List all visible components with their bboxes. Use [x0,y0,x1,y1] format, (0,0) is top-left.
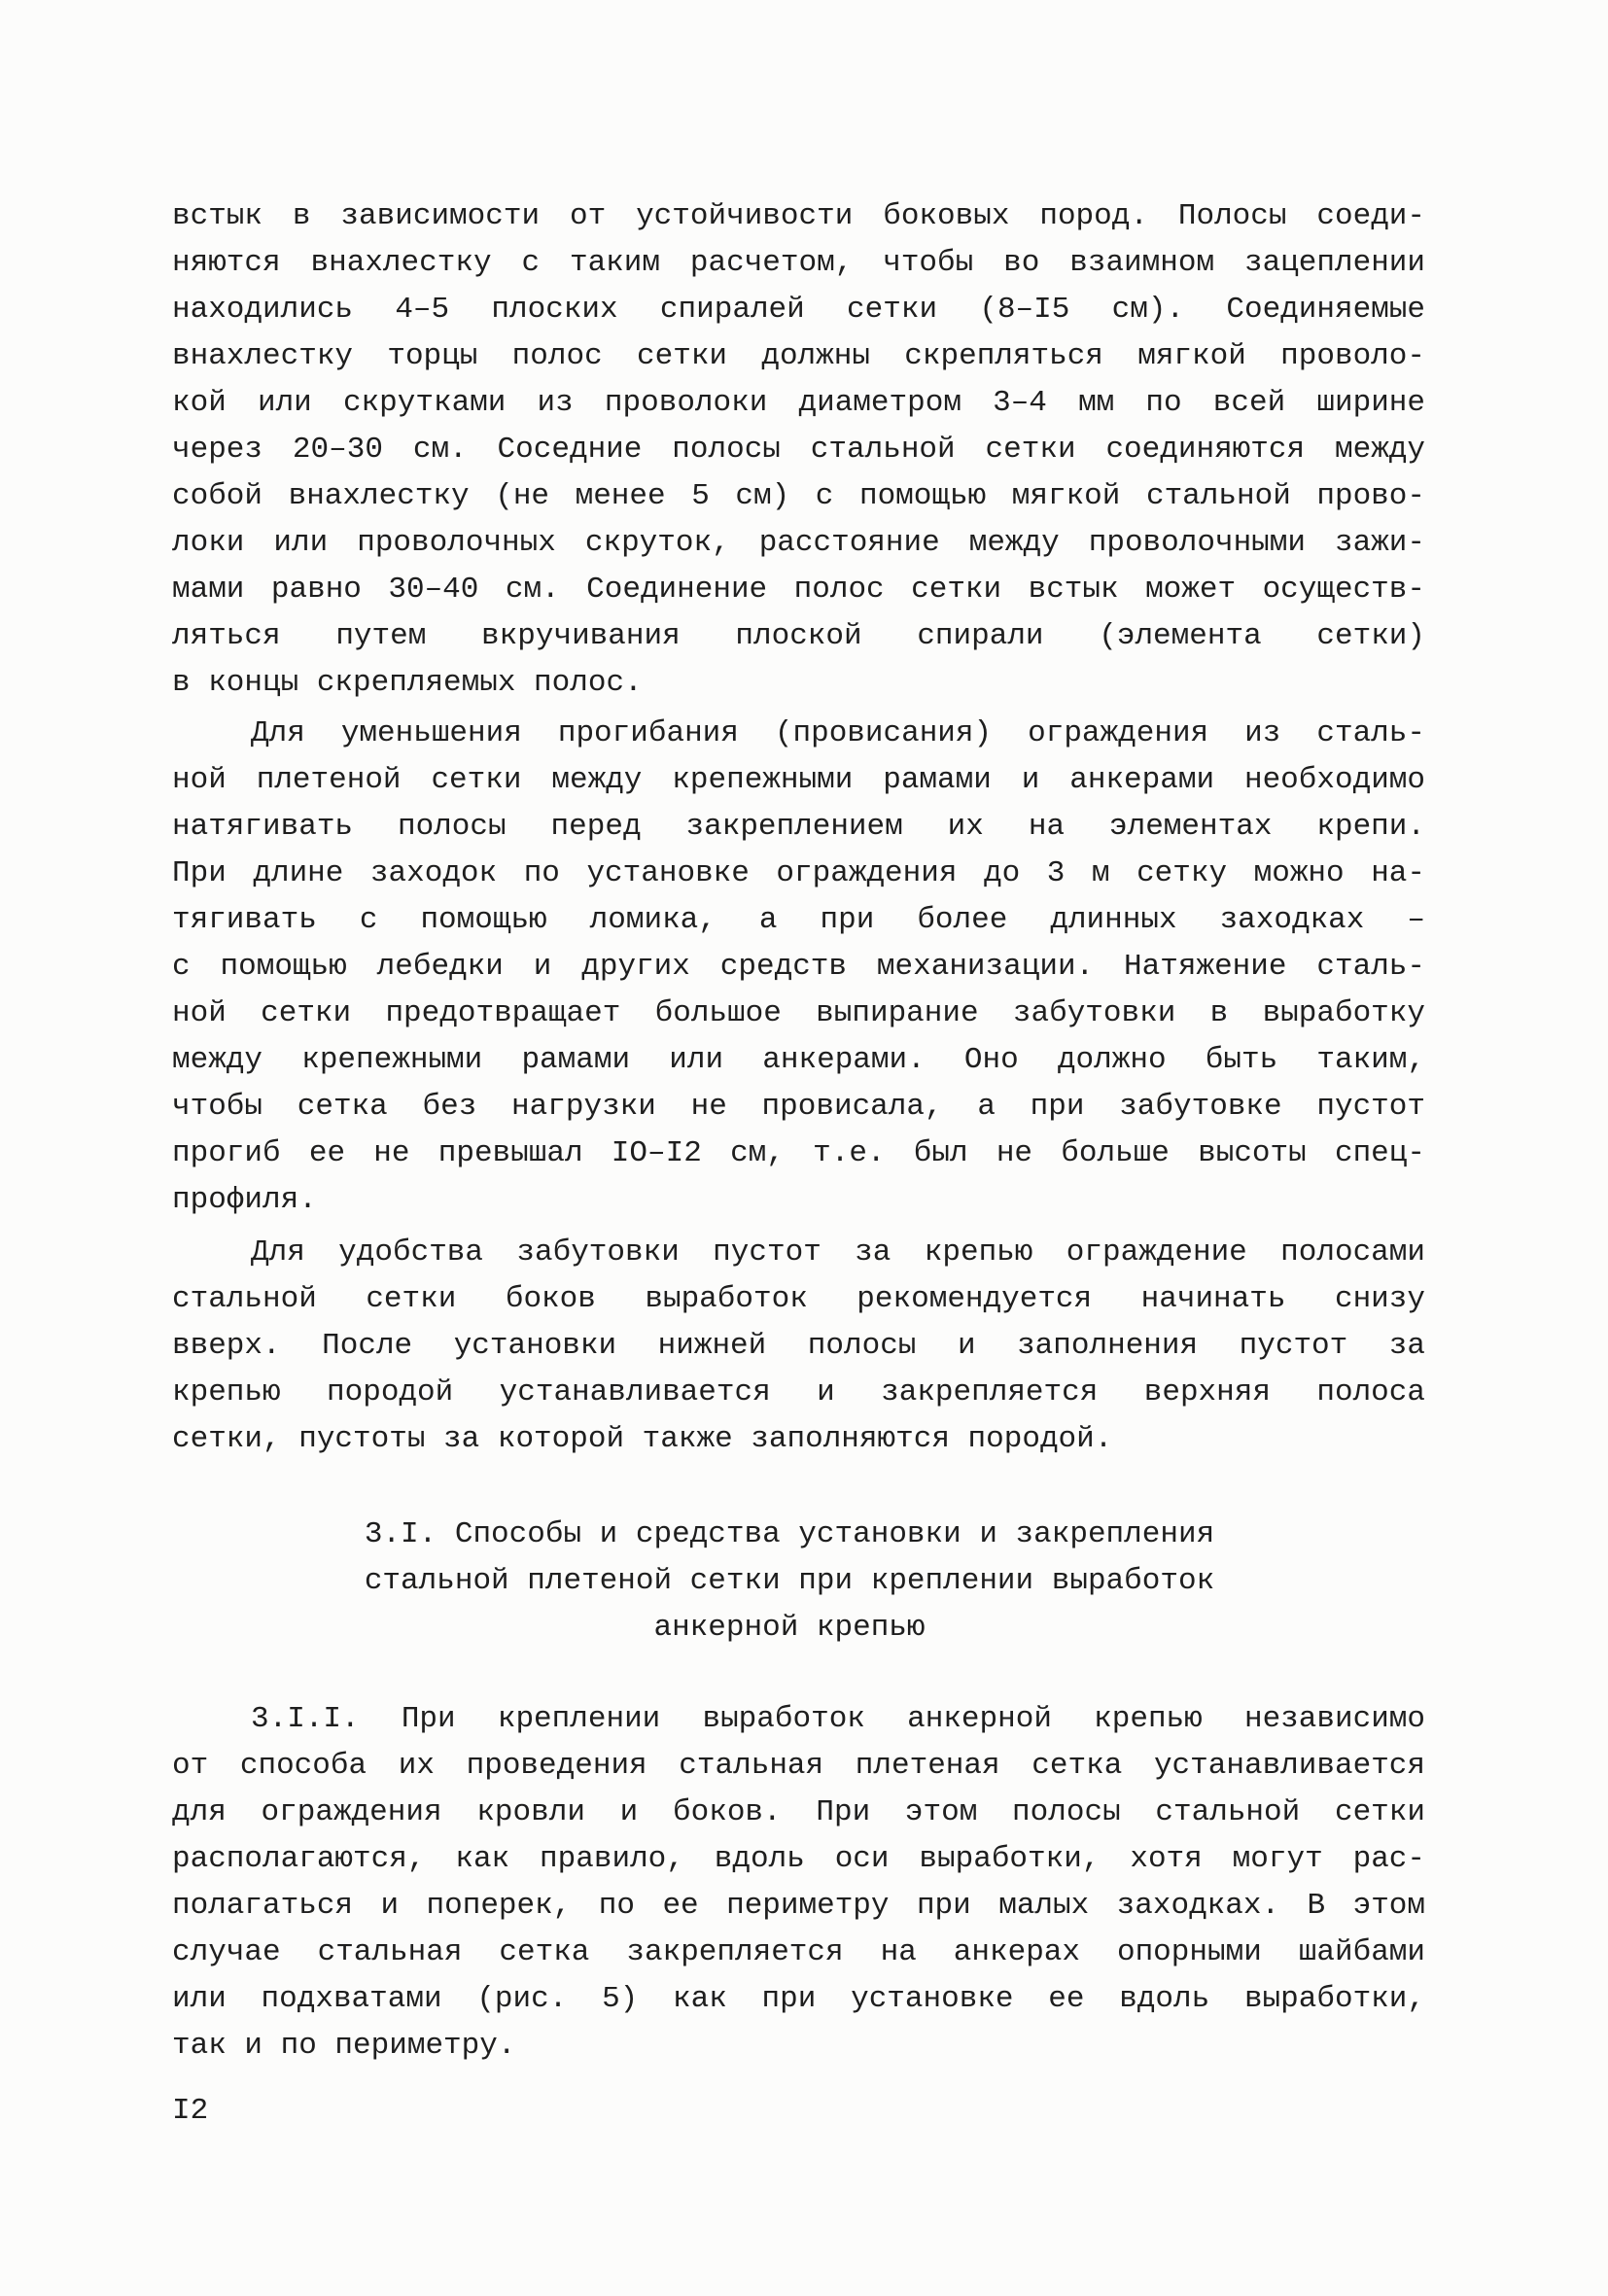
text-line: няются внахлестку с таким расчетом, чтобы во взаимном зацеплении [172,246,1425,280]
paragraph-3 [172,1230,1425,1463]
text-line: встык в зависимости от устойчивости боковых пород. Полосы соеди- [172,199,1425,233]
text-line: профиля. [172,1183,317,1217]
section-heading [162,1512,1416,1652]
heading-line: стальной плетеной сетки при креплении выработок [364,1564,1215,1598]
text-line: чтобы сетка без нагрузки не провисала, а при забутовке пустот [172,1090,1425,1124]
text-line: собой внахлестку (не менее 5 см) с помощью мягкой стальной прово- [172,479,1425,513]
heading-line: 3.I. Способы и средства установки и закрепления [364,1517,1215,1551]
text-line: прогиб ее не превышал IO–I2 см, т.е. был не больше высоты спец- [172,1136,1425,1170]
text-line: ной плетеной сетки между крепежными рамами и анкерами необходимо [172,763,1425,797]
text-line: или подхватами (рис. 5) как при установке ее вдоль выработки, [172,1982,1425,2016]
text-line: полагаться и поперек, по ее периметру при малых заходках. В этом [172,1889,1425,1923]
text-line: находились 4–5 плоских спиралей сетки (8–I5 см). Соединяемые [172,293,1425,327]
text-line: ной сетки предотвращает большое выпирание забутовки в выработку [172,996,1425,1030]
text-line: кой или скрутками из проволоки диаметром 3–4 мм по всей ширине [172,386,1425,420]
text-line: 3.I.I. При креплении выработок анкерной крепью независимо [251,1702,1425,1736]
text-line: для ограждения кровли и боков. При этом полосы стальной сетки [172,1795,1425,1829]
paragraph-2 [172,711,1425,1224]
paragraph-1 [172,193,1425,707]
text-line: мами равно 30–40 см. Соединение полос сетки встык может осуществ- [172,573,1425,607]
text-line: в концы скрепляемых полос. [172,666,643,700]
text-line: между крепежными рамами или анкерами. Оно должно быть таким, [172,1043,1425,1077]
text-line: локи или проволочных скруток, расстояние между проволочными зажи- [172,526,1425,560]
text-line: натягивать полосы перед закреплением их на элементах крепи. [172,810,1425,844]
text-line: от способа их проведения стальная плетеная сетка устанавливается [172,1749,1425,1783]
text-line: располагаются, как правило, вдоль оси выработки, хотя могут рас- [172,1842,1425,1876]
text-line: внахлестку торцы полос сетки должны скрепляться мягкой проволо- [172,339,1425,373]
text-line: крепью породой устанавливается и закрепляется верхняя полоса [172,1375,1425,1409]
heading-line: анкерной крепью [653,1611,926,1645]
text-line: через 20–30 см. Соседние полосы стальной сетки соединяются между [172,433,1425,467]
text-line: тягивать с помощью ломика, а при более длинных заходках – [172,903,1425,937]
paragraph-3-1-1 [172,1696,1425,2070]
text-line: так и по периметру. [172,2029,516,2063]
text-line: При длине заходок по установке ограждения до 3 м сетку можно на- [172,856,1425,890]
text-line: сетки, пустоты за которой также заполняются породой. [172,1422,1113,1456]
page-number: I2 [172,2094,209,2128]
text-line: стальной сетки боков выработок рекомендуется начинать снизу [172,1282,1425,1316]
text-line: ляться путем вкручивания плоской спирали (элемента сетки) [172,619,1425,653]
text-line: вверх. После установки нижней полосы и заполнения пустот за [172,1329,1425,1363]
text-line: с помощью лебедки и других средств механизации. Натяжение сталь- [172,950,1425,984]
text-line: случае стальная сетка закрепляется на анкерах опорными шайбами [172,1935,1425,1969]
text-line: Для удобства забутовки пустот за крепью ограждение полосами [251,1235,1425,1270]
text-line: Для уменьшения прогибания (провисания) ограждения из сталь- [251,716,1425,750]
